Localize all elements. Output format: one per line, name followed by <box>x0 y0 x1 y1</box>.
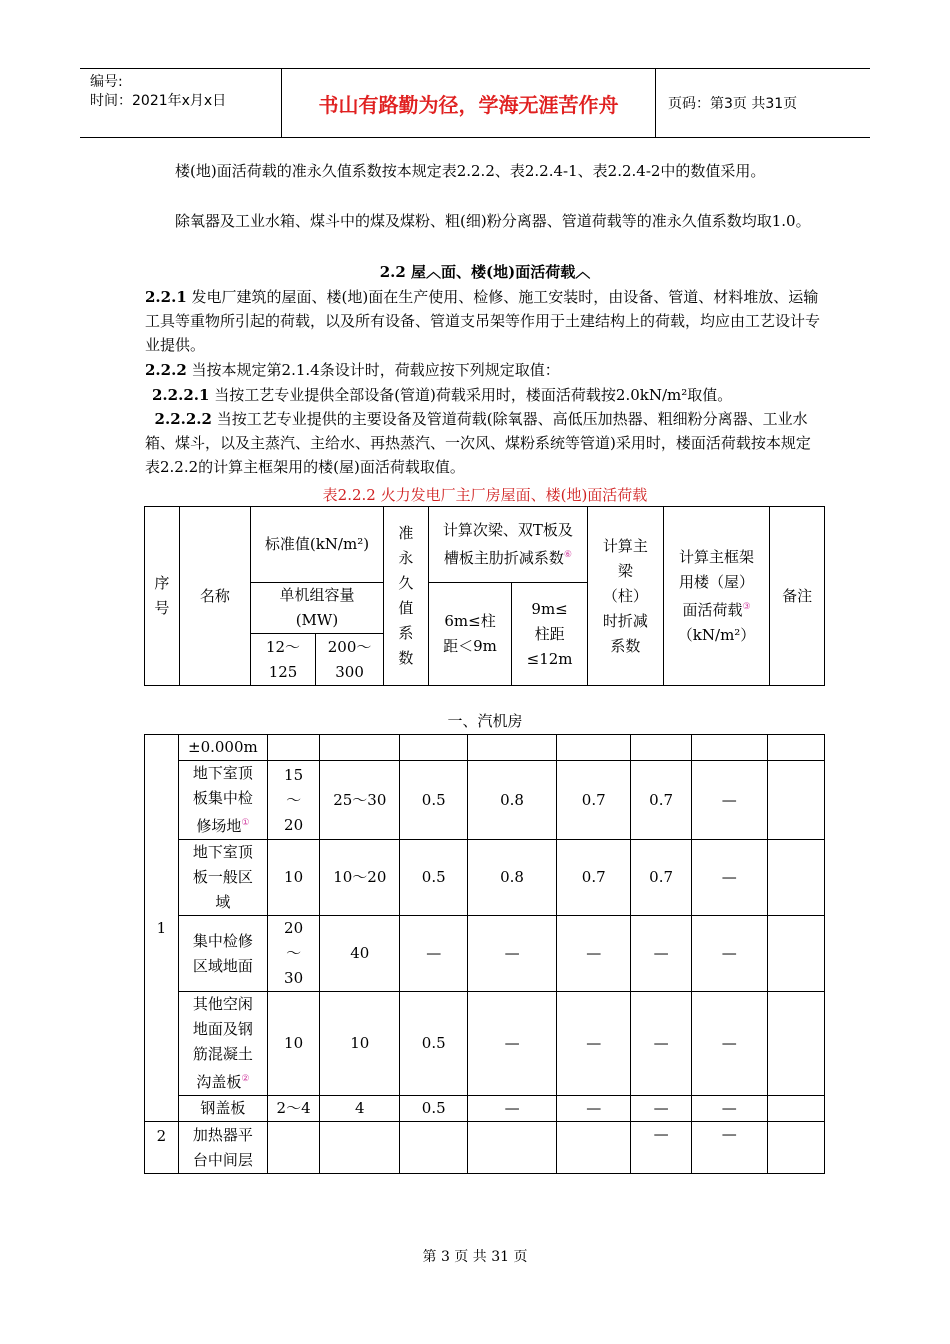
cell: — <box>556 916 631 992</box>
number-label: 编号: <box>90 74 123 90</box>
cell: 0.7 <box>556 840 631 916</box>
cell: — <box>400 916 468 992</box>
cell: — <box>691 992 767 1096</box>
clause-text: 当按本规定第2.1.4条设计时，荷载应按下列规定取值： <box>186 361 560 379</box>
page-header <box>80 68 870 138</box>
clause-number: 2.2.2.2 <box>154 410 212 428</box>
clause-text: 当按工艺专业提供的主要设备及管道荷载(除氧器、高低压加热器、粗细粉分离器、工业水箱、煤斗，以及主蒸汽、主给水、再热蒸汽、一次风、煤粉系统等管道)采用时，楼面活荷载按本规定表2.2.2的计算主框架用的楼(屋)面活荷载取值。 <box>145 410 811 476</box>
header-motto: 书山有路勤为径，学海无涯苦作舟 <box>282 69 656 137</box>
cell: 0.7 <box>631 761 691 840</box>
clause-2-2-1 <box>145 285 825 357</box>
clause-2-2-2 <box>145 358 825 382</box>
cell: — <box>556 1096 631 1122</box>
header-page-info: 页码：第3页 共31页 <box>668 96 798 112</box>
cell <box>691 735 767 761</box>
col-unit-capacity: 单机组容量(MW) <box>250 583 383 634</box>
cell: 0.7 <box>631 840 691 916</box>
table-row <box>145 1122 825 1174</box>
cell: — <box>691 1122 767 1174</box>
col-span-1: 6m≤柱距＜9m <box>428 583 511 686</box>
cell: 10 <box>267 992 319 1096</box>
cell: 40 <box>320 916 400 992</box>
cell <box>400 1122 468 1174</box>
col-capacity-1: 12～125 <box>250 634 315 686</box>
cell: — <box>691 1096 767 1122</box>
cell: 2～4 <box>267 1096 319 1122</box>
clause-text: 当按工艺专业提供全部设备(管道)荷载采用时，楼面活荷载按2.0kN/m²取值。 <box>209 386 733 404</box>
clause-2-2-2-2 <box>145 407 825 479</box>
cell <box>400 735 468 761</box>
section-one-title: 一、汽机房 <box>447 712 523 730</box>
row-name-text: 地下室顶板集中检修场地 <box>192 764 253 835</box>
cell <box>767 1096 824 1122</box>
cell <box>631 735 691 761</box>
table-row <box>145 735 825 761</box>
cell <box>468 1122 557 1174</box>
row-seq: 2 <box>145 1122 179 1174</box>
table-caption: 表2.2.2 火力发电厂主厂房屋面、楼(地)面活荷载 <box>322 486 648 504</box>
row-name: 集中检修区域地面 <box>178 916 267 992</box>
frame-load-unit: （kN/m²） <box>677 625 756 644</box>
time-label: 时间：2021年x月x日 <box>90 93 227 109</box>
cell: 0.5 <box>400 840 468 916</box>
header-meta <box>80 69 282 137</box>
cell <box>767 761 824 840</box>
cell: 4 <box>320 1096 400 1122</box>
reduction-label: 计算次梁、双T板及槽板主肋折减系数 <box>442 521 573 567</box>
cell <box>556 1122 631 1174</box>
cell <box>767 1122 824 1174</box>
col-seq: 序号 <box>145 507 180 686</box>
footnote-mark: ② <box>241 1074 250 1084</box>
cell <box>767 916 824 992</box>
section-title: 2.2 屋︿面、楼(地)面活荷载︿ <box>379 263 591 281</box>
row-name-text: 其他空闲地面及钢筋混凝土沟盖板 <box>192 995 253 1091</box>
cell: 0.5 <box>400 761 468 840</box>
cell <box>267 1122 319 1174</box>
cell <box>267 735 319 761</box>
row-name: ±0.000m <box>178 735 267 761</box>
col-span-2: 9m≤柱距≤12m <box>512 583 588 686</box>
table-row <box>145 761 825 840</box>
cell: 0.8 <box>468 840 557 916</box>
table-row <box>145 1096 825 1122</box>
col-frame-load <box>663 507 770 686</box>
cell <box>320 1122 400 1174</box>
paragraph-2: 除氧器及工业水箱、煤斗中的煤及煤粉、粗(细)粉分离器、管道荷载等的准永久值系数均取1.0。 <box>175 212 811 230</box>
cell <box>468 735 557 761</box>
row-name <box>178 761 267 840</box>
cell: — <box>468 1096 557 1122</box>
footnote-mark: ① <box>241 818 250 828</box>
cell: 10～20 <box>320 840 400 916</box>
clause-number: 2.2.1 <box>145 288 187 306</box>
cell: 0.7 <box>556 761 631 840</box>
cell <box>767 735 824 761</box>
row-name: 加热器平台中间层 <box>178 1122 267 1174</box>
cell <box>767 840 824 916</box>
paragraph-1: 楼(地)面活荷载的准永久值系数按本规定表2.2.2、表2.2.4-1、表2.2.4-2中的数值采用。 <box>175 162 766 180</box>
cell: 15～20 <box>267 761 319 840</box>
cell <box>320 735 400 761</box>
cell: — <box>631 1122 691 1174</box>
row-seq: 1 <box>145 735 179 1122</box>
clause-2-2-2-1 <box>145 383 825 407</box>
cell <box>556 735 631 761</box>
cell: — <box>468 916 557 992</box>
cell: — <box>691 840 767 916</box>
col-remark: 备注 <box>770 507 825 686</box>
col-std-value: 标准值(kN/m²) <box>250 507 383 583</box>
table-row <box>145 992 825 1096</box>
row-name: 钢盖板 <box>178 1096 267 1122</box>
cell: — <box>631 1096 691 1122</box>
cell: 0.5 <box>400 992 468 1096</box>
clause-number: 2.2.2.1 <box>152 386 210 404</box>
col-name: 名称 <box>179 507 250 686</box>
cell: 10 <box>267 840 319 916</box>
footnote-mark: ⑥ <box>563 550 572 560</box>
cell: — <box>631 916 691 992</box>
cell: — <box>691 916 767 992</box>
table-row <box>145 840 825 916</box>
cell: 0.8 <box>468 761 557 840</box>
page-footer: 第 3 页 共 31 页 <box>422 1249 528 1265</box>
load-table-header <box>144 506 825 686</box>
row-name <box>178 992 267 1096</box>
clause-text: 发电厂建筑的屋面、楼(地)面在生产使用、检修、施工安装时，由设备、管道、材料堆放、运输工具等重物所引起的荷载，以及所有设备、管道支吊架等作用于土建结构上的荷载，均应由工艺设计专业提供。 <box>145 288 821 354</box>
table-row <box>145 916 825 992</box>
frame-load-label: 计算主框架用楼（屋）面活荷载 <box>679 547 755 619</box>
cell: — <box>691 761 767 840</box>
load-table-body <box>144 734 825 1174</box>
footnote-mark: ③ <box>742 601 751 612</box>
cell: 10 <box>320 992 400 1096</box>
cell: 20～30 <box>267 916 319 992</box>
clause-number: 2.2.2 <box>145 361 187 379</box>
cell: 25～30 <box>320 761 400 840</box>
cell: 0.5 <box>400 1096 468 1122</box>
col-quasi: 准永久值系数 <box>384 507 429 686</box>
cell: — <box>468 992 557 1096</box>
cell: — <box>631 992 691 1096</box>
row-name: 地下室顶板一般区域 <box>178 840 267 916</box>
cell <box>767 992 824 1096</box>
col-main-beam: 计算主梁（柱）时折减系数 <box>587 507 663 686</box>
col-reduction <box>428 507 587 583</box>
col-capacity-2: 200～300 <box>316 634 384 686</box>
cell: — <box>556 992 631 1096</box>
